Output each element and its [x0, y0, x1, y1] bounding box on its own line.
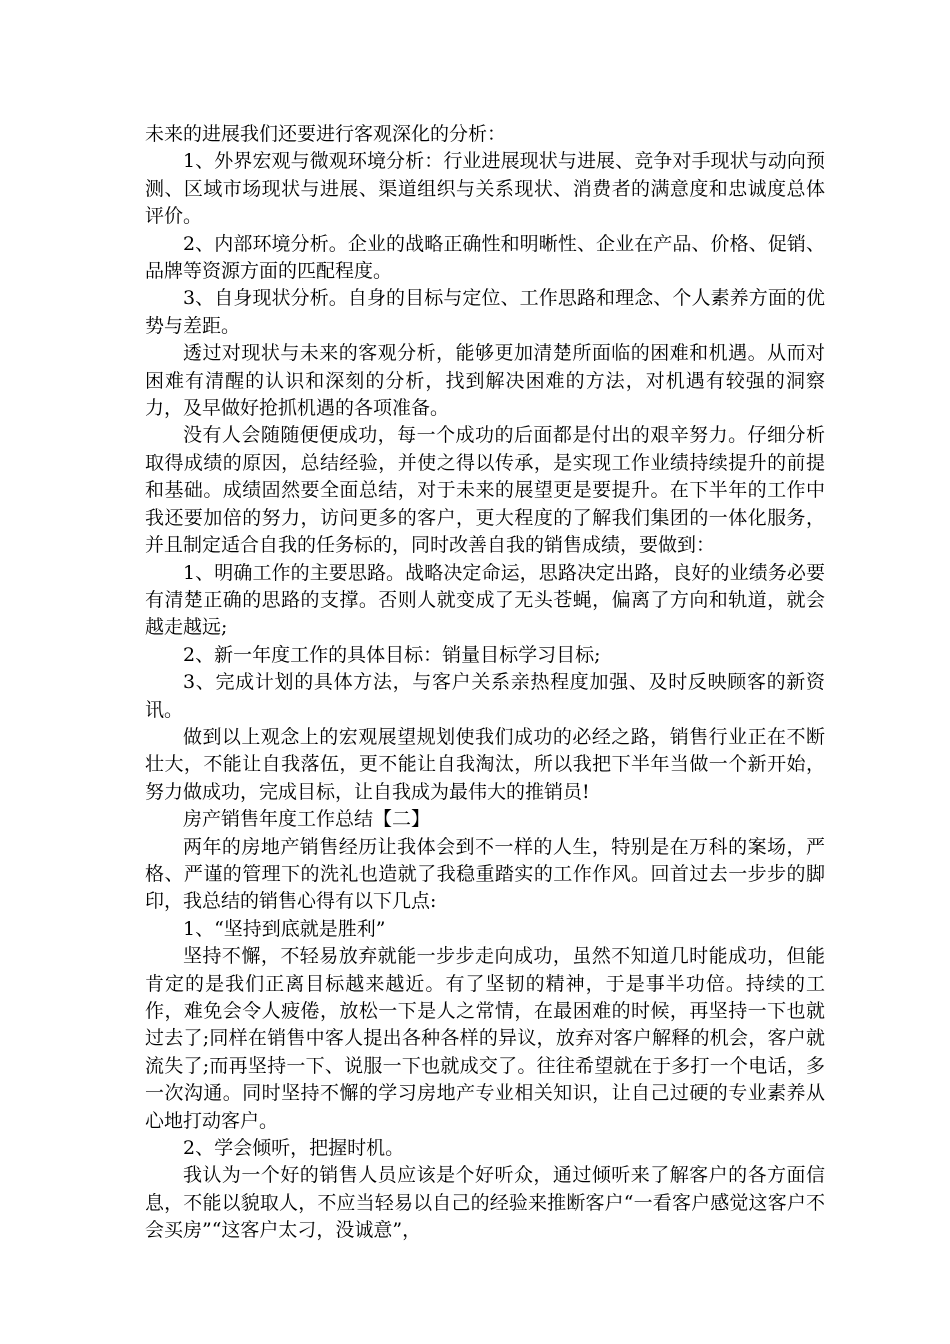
paragraph-intro: 未来的进展我们还要进行客观深化的分析：: [145, 123, 507, 145]
paragraph-self-analysis: 3、自身现状分析。自身的目标与定位、工作思路和理念、个人素养方面的优势与差距。: [145, 287, 825, 337]
paragraph-objective-analysis: 透过对现状与未来的客观分析，能够更加清楚所面临的困难和机遇。从而对困难有清醒的认识和深刻的分析，找到解决困难的方法，对机遇有较强的洞察力，及早做好抢抓机遇的各项准备。: [145, 342, 825, 420]
paragraph-listening: 我认为一个好的销售人员应该是个好听众，通过倾听来了解客户的各方面信息，不能以貌取人，不应当轻易以自己的经验来推断客户“一看客户感觉这客户不会买房”“这客户太刁，没诚意”，: [145, 1164, 825, 1242]
paragraph-outlook: 做到以上观念上的宏观展望规划使我们成功的必经之路，销售行业正在不断壮大，不能让自我落伍，更不能让自我淘汰，所以我把下半年当做一个新开始，努力做成功，完成目标，让自我成为最伟大的推销员!: [145, 725, 825, 803]
list-heading-persistence: 1、“坚持到底就是胜利”: [183, 917, 386, 940]
document-page: [145, 121, 825, 1245]
paragraph-annual-goals: 2、新一年度工作的具体目标：销量目标学习目标;: [183, 643, 601, 666]
paragraph-work-ideas: 1、明确工作的主要思路。战略决定命运，思路决定出路，良好的业绩务必要有清楚正确的思路的支撑。否则人就变成了无头苍蝇，偏离了方向和轨道，就会越走越远;: [145, 561, 825, 639]
paragraph-plan-methods: 3、完成计划的具体方法，与客户关系亲热程度加强、及时反映顾客的新资讯。: [145, 671, 825, 721]
paragraph-persistence: 坚持不懈，不轻易放弃就能一步步走向成功，虽然不知道几时能成功，但能肯定的是我们正离目标越来越近。有了坚韧的精神，于是事半功倍。持续的工作，难免会令人疲倦，放松一下是人之常情，在最困难的时候，再坚持一下也就过去了;同样在销售中客人提出各种各样的异议，放弃对客户解释的机会，客户就流失了;而再坚持一下、说服一下也就成交了。往往希望就在于多打一个电话，多一次沟通。同时坚持不懈的学习房地产专业相关知识，让自己过硬的专业素养从心地打动客户。: [145, 945, 825, 1132]
list-heading-listening: 2、学会倾听，把握时机。: [183, 1137, 405, 1160]
paragraph-two-years: 两年的房地产销售经历让我体会到不一样的人生，特别是在万科的案场，严格、严谨的管理下的洗礼也造就了我稳重踏实的工作作风。回首过去一步步的脚印，我总结的销售心得有以下几点:: [145, 835, 825, 913]
paragraph-external-analysis: 1、外界宏观与微观环境分析：行业进展现状与进展、竞争对手现状与动向预测、区域市场现状与进展、渠道组织与关系现状、消费者的满意度和忠诚度总体评价。: [145, 150, 825, 228]
section-heading: 房产销售年度工作总结【二】: [183, 808, 431, 831]
paragraph-success-effort: 没有人会随随便便成功，每一个成功的后面都是付出的艰辛努力。仔细分析取得成绩的原因，总结经验，并使之得以传承，是实现工作业绩持续提升的前提和基础。成绩固然要全面总结，对于未来的展望更是要提升。在下半年的工作中我还要加倍的努力，访问更多的客户，更大程度的了解我们集团的一体化服务，并且制定适合自我的任务标的，同时改善自我的销售成绩，要做到：: [145, 424, 825, 557]
paragraph-internal-analysis: 2、内部环境分析。企业的战略正确性和明晰性、企业在产品、价格、促销、品牌等资源方面的匹配程度。: [145, 232, 825, 283]
